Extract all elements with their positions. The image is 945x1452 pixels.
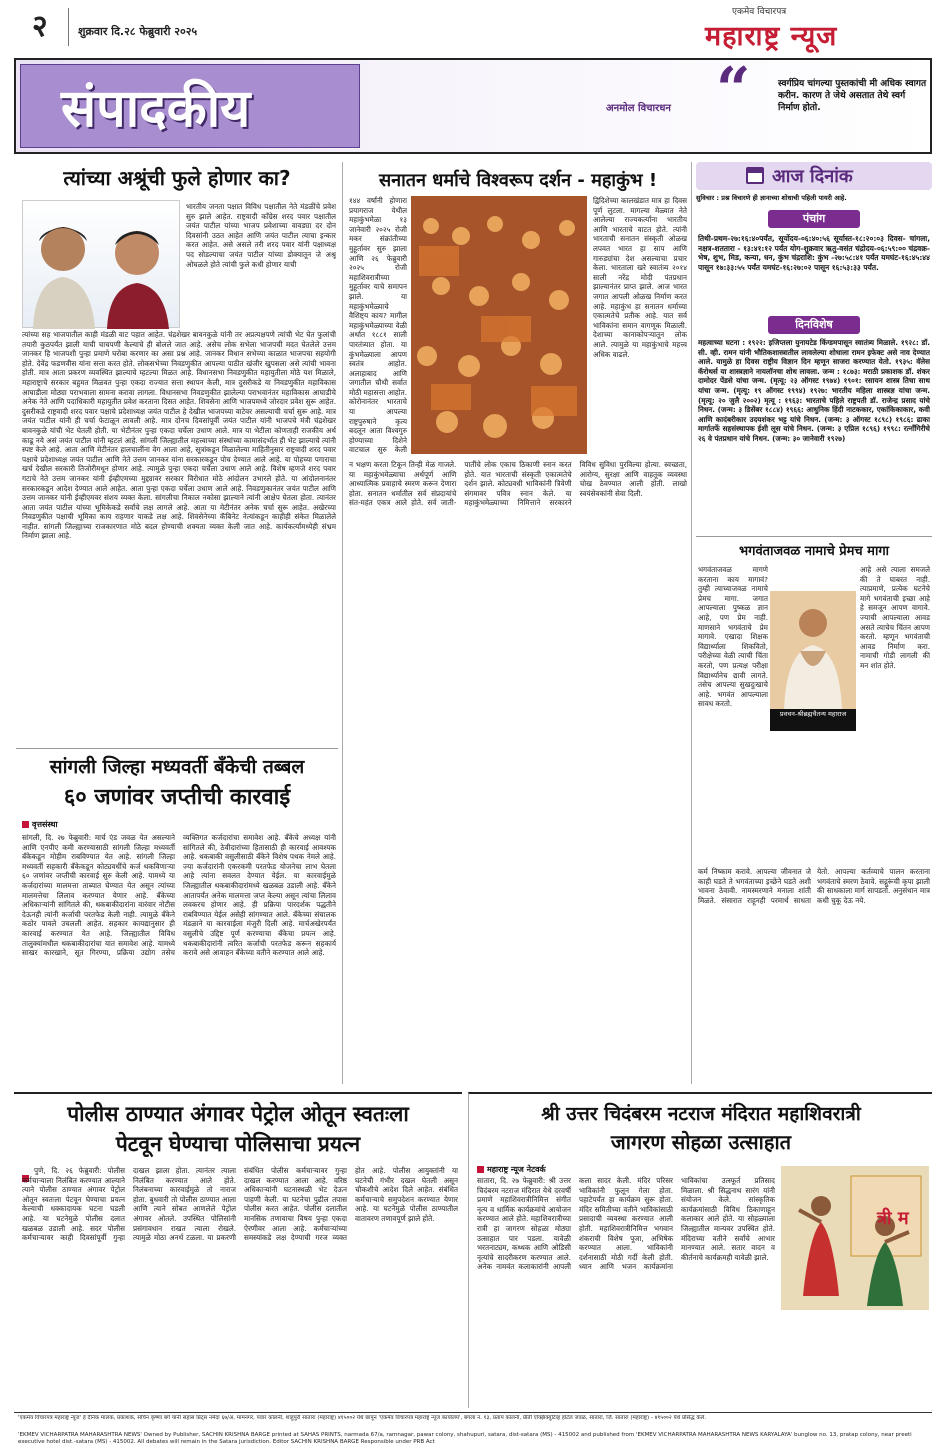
kumbh-col1: १४४ वर्षांनी होणारा प्रयागराज येथील महाकुंभमेळा १३ जानेवारी २०२५ रोजी मकर संक्रांतीच्या मुहूर्तावर सुरु झाला आणि २६ फेब्रुवारी २०२५ रोजी महाशिवरात्रीच्या मुहूर्तावर याचे समापन झाले. या महाकुंभमेळ्याचे वैशिष्ट्य काय? मागील महाकुंभमेळ्याच्या वेळी अर्थात १८८१ साली पारतंत्र्यात होता. या कुंभमेळ्याला आपण स्वतंत्र आहोत. अलाहाबाद आणि जगातील चौथी सर्वात मोठी महासत्ता आहोत. कोरोनानंतर भारताचे या आपल्या राष्ट्रपुरुषाने कृत्य बदलून आता विश्वगुरु होण्याच्या दिशेने वाटचाल सुरु केली <box>349 196 407 454</box>
bhagwant-body-right: आहे असे त्याला समजले की ते घाबरत नाही. त्याप्रमाणे, प्रत्येक घटनेचे मागे भगवंताची इच्छा आहे हे समजून आपण वागावे. ज्याची आपल्याला आवड असते त्याचेच चिंतन आपण करतो. म्हणून भगवंताची आवड निर्माण करा. नामाची गोडी लागली की मन शांत होते. <box>860 565 930 670</box>
bullet-icon <box>22 821 29 828</box>
temple-photo-banner: त्री म <box>877 1208 909 1229</box>
bank-article <box>16 748 338 1084</box>
aaj-dinank <box>696 162 932 534</box>
tears-photo <box>22 200 180 328</box>
police-headline-1: पोलीस ठाण्यात अंगावर पेट्रोल ओतून स्वतःला <box>67 1102 409 1126</box>
page-number: २ <box>32 9 48 44</box>
editorial-heading: संपादकीय <box>61 78 251 139</box>
thought-label: अनमोल विचारधन <box>606 103 671 114</box>
bank-headline-1: सांगली जिल्हा मध्यवर्ती बँकेची तब्बल <box>49 756 305 778</box>
police-headline-2: पेटवून घेण्याचा पोलिसाचा प्रयत्न <box>115 1132 361 1156</box>
kumbh-col3-top: द्विदिशेच्या कालखंडात मात्र हा दिवस पूर्ण लुटला. मागल्या मेळ्यात नेते आलेल्या राज्यकर्त्यांना भारतीय आणि भारताचे वाटत होते. त्यांनी भारताची सनातन संस्कृती ओळख लपवत भारत हा साप आणि गारुड्यांचा देश असल्याचा प्रचार केला. भारताला खरे स्वातंत्र्य २०१४ साली नरेंद्र मोदी पंतप्रधान झाल्यानंतर प्राप्त झाले. आज भारत जगात आपली ओळख निर्माण करत आहे. महाकुंभ हा सनातन धर्माच्या एकात्मतेचे प्रतीक आहे. यात सर्व भाविकांना समान वागणूक मिळाली. देशाच्या कानाकोपऱ्यातून लोक आले. त्यामुळे या महाकुंभाचे महत्त्व अधिक वाढले. <box>593 196 687 359</box>
temple-article <box>468 1092 932 1408</box>
kumbh-col2: न भक्षण करता टिकून तिन्ही मेळ गाजले. या महाकुंभमेळ्याचा अर्थपूर्ण आणि आध्यात्मिक प्रवाहाचे स्मरण करून देणारा होता. सनातन धर्मातील सर्व संप्रदायांचे संत-महंत एकत्र आले होते. सर्व जाती-पातींचे लोक एकाच ठिकाणी स्नान करत होते. यात भारताची संस्कृती एकात्मतेचे दर्शन झाले. कोट्यवधी भाविकांनी त्रिवेणी संगमावर पवित्र स्नान केले. या महाकुंभमेळ्याच्या निमित्ताने सरकारने विविध सुविधा पुरविल्या होत्या. स्वच्छता, आरोग्य, सुरक्षा आणि वाहतूक व्यवस्था चोख ठेवण्यात आली होती. लाखो स्वयंसेवकांनी सेवा दिली. <box>349 460 687 508</box>
kumbh-headline: सनातन धर्माचे विश्वरूप दर्शन - महाकुंभ ! <box>378 170 658 191</box>
bank-byline <box>22 819 58 830</box>
police-body: पुणे, दि. २६ फेब्रुवारी: पोलीस कर्मचाऱ्याला निलंबित करण्यात आल्याने त्याने पोलीस ठाण्यात अंगावर पेट्रोल ओतून स्वतःला पेटवून घेण्याचा प्रयत्न केल्याची धक्कादायक घटना घडली आहे. या घटनेमुळे पोलीस दलात खळबळ उडाली आहे. सदर पोलीस कर्मचाऱ्यावर काही दिवसांपूर्वी गुन्हा दाखल झाला होता. त्यानंतर त्याला निलंबित करण्यात आले होते. निलंबनाच्या कारवाईमुळे तो नाराज होता. बुधवारी तो पोलीस ठाण्यात आला आणि त्याने सोबत आणलेले पेट्रोल अंगावर ओतले. उपस्थित पोलिसांनी प्रसंगावधान राखत त्याला रोखले. त्यामुळे मोठा अनर्थ टळला. या प्रकरणी संबंधित पोलीस कर्मचाऱ्यावर गुन्हा दाखल करण्यात आला आहे. वरिष्ठ अधिकाऱ्यांनी घटनास्थळी भेट देऊन पाहणी केली. या घटनेचा पुढील तपास पोलीस करत आहेत. पोलीस दलातील मानसिक तणावाचा विषय पुन्हा एकदा ऐरणीवर आला आहे. कर्मचाऱ्यांच्या समस्यांकडे लक्ष देण्याची गरज व्यक्त होत आहे. पोलीस आयुक्तांनी या घटनेची गंभीर दखल घेतली असून चौकशीचे आदेश दिले आहेत. संबंधित कर्मचाऱ्याचे समुपदेशन करण्यात येणार आहे. या घटनेमुळे पोलीस ठाण्यातील वातावरण तणावपूर्ण झाले होते. <box>22 1166 458 1243</box>
dinvishesh-text: महत्वाच्या घटना : १९२२: इजिप्तला युनायटेड किंग्डमपासून स्वातंत्र्य मिळाले. १९२८: डॉ. सी. व्ही. रामन यांनी भौतिकशास्त्रातील लावलेल्या शोधाला रामन इफेक्ट असे नाव देण्यात आले. यामुळे हा दिवस राष्ट्रीय विज्ञान दिन म्हणून साजरा करण्यात येतो. १९३५: वॅलेस कॅरोथर्स या शास्त्रज्ञाने नायलॉनचा शोध लावला. जन्म : १८७३: मराठी प्रकाशक डॉ. शंकर दामोदर पेंडसे यांचा जन्म. (मृत्यू: २३ ऑगस्ट १९७४) १९०१: रसायन शास्त्र तिचा साथ यांचा जन्म. (मृत्यू: १९ ऑगस्ट १९९४) १९२७: भारतीय महिला शास्त्रज्ञ यांचा जन्म. (मृत्यू: २० जुलै २००२) मृत्यू : १९६३: भारताचे पहिले राष्ट्रपती डॉ. राजेन्द्र प्रसाद यांचे निधन. (जन्म: ३ डिसेंबर १८८४) १९६६: आधुनिक हिंदी नाटककार, एकांकिकाकार, कवी आणि कादंबरीकार उदयशंकर भट्ट यांचे निधन. (जन्म: ३ ऑगस्ट १८९८) १९८६: ढाका मार्गातर्फे सहसंस्थापक ईशी लूस यांचे निधन. (जन्म: ३ एप्रिल १८९६) १९९८: रत्नाँगिरीचे २६ वे पंतप्रधान यांचे निधन. (जन्म: ३० जानेवारी १९२७) <box>698 338 930 443</box>
maharaj-photo <box>770 591 856 731</box>
calendar-icon <box>746 167 764 184</box>
page-number-divider <box>68 8 69 46</box>
dancers-photo-icon <box>781 1166 929 1310</box>
bhagwant-body-left: भगवंताजवळ मागणे करताना काय मागावं? तुम्ही त्याच्याजवळ नामाचे प्रेमच मागा. जगात आपल्याला पुष्कळ ज्ञान आहे, पण प्रेम नाही. माणसाने भगवंताचे प्रेम मागावे. एखादा शिक्षक विद्यार्थ्याला शिकवितो, परीक्षेच्या वेळी त्याची चिंता करतो, पण प्रत्यक्ष परीक्षा विद्यार्थ्यानेच द्यावी लागते. तसेच आपल्या सुखदुःखाचे आहे. भगवंत आपल्याला सावध करतो. <box>698 565 768 709</box>
temple-byline <box>477 1164 546 1175</box>
tears-headline: त्यांच्या अश्रूंची फुले होणार का? <box>63 166 291 190</box>
editorial-banner <box>14 55 932 154</box>
quote-icon: “ <box>716 55 751 125</box>
aaj-dinank-note: सुविचार : प्रश्न विचारणे ही ज्ञानाच्या शोधाची पहिली पायरी आहे. <box>696 194 847 202</box>
panchang-text: तिथी-प्रथम-२७:१६:४०पर्यंत, सूर्योदय-०६:४०:५६ सूर्यास्त-१८:२०:०३ दिवस- चांगला, नक्षत्र-शततारा - १३:४१:१२ पर्यंत योग-शुक्रवार ऋतु-वसंत चंद्रोदय-०६:५९:०० चंद्रवक्र-भेष, शुभ, मिड, कन्या, धन, कुंभ चंद्रराशि: कुंभ -२७:५८:४१ पर्यंत यमघंट-१६:४५:४४ पासून १७:३३:५५ पर्यंत यमघंट-१६:२७:०२ पासून १६:५३:३३ पर्यंत. <box>698 234 930 272</box>
imprint-marathi: 'एकमेव विचारपत्र महाराष्ट्र न्यूज' हे दैनिक मालक, प्रकाशक, सचिन कृष्णा बर्गे यांनी सहास प्रिंट्स नर्मदा ६७/अ, मामनगर, पवार कॉलनी, शाहुपुरी सातारा (महाराष्ट्र) ४१५००२ येथे छापून 'एकमेव विचारपत्र महाराष्ट्र न्यूज कार्यालय', बंगला नं. १३, प्रताप कॉलनी, प्रीती एक्झिक्युटिव्ह हॉटेल जवळ, सातारा, जि. सातारा (महाराष्ट्र) - ४१५००२ येथे प्रसिद्ध केले. <box>18 1415 707 1421</box>
thought-text: स्वर्गप्रिय चांगल्या पुस्तकांची मी अधिक स्वागत करीन. कारण ते जेथे असतात तेथे स्वर्ग निर्माण होतो. <box>778 79 927 113</box>
temple-byline-text: महाराष्ट्र न्यूज नेटवर्क <box>487 1165 546 1174</box>
kumbh-article <box>342 162 692 1084</box>
masthead-title: महाराष्ट्र न्यूज <box>705 21 838 52</box>
bhagwant-body-bottom: कर्म निष्काम करावे. आपल्या जीवनात जे काही घडते ते भगवंताच्या इच्छेने घडते अशी भावना ठेवावी. नामस्मरणाने मनाला शांती मिळते. संसारात राहूनही परमार्थ साधता येतो. आपल्या कर्तव्याचे पालन करताना भगवंताचे स्मरण ठेवावे. सद्गुरूंची कृपा झाली की साधकाला मार्ग सापडतो. अनुसंधान मात्र कधी चुकू देऊ नये. <box>698 867 930 905</box>
crowd-photo-icon <box>411 196 587 454</box>
politicians-portrait-icon <box>23 201 181 329</box>
panchang-label: पंचांग <box>768 210 860 228</box>
tears-body-top: भारतीय जनता पक्षात विविध पक्षातील नेते मंडळींचे प्रवेश सुरु झाले आहेत. राष्ट्रवादी काँग्रेस शरद पवार पक्षातील जयंत पाटील यांच्या भाजप प्रवेशाच्या वावड्या दर दोन दिवसांनी उठत आहेत आणि जयंत पाटील त्याचा इन्कार करत आहेत. असे असले तरी शरद पवार यांनी पक्षाध्यक्ष पद सोडल्याचा जयंत पाटील यांच्या डोक्यातून जे अश्रू ओघळले होते त्यांची फुले कधी होणार याची <box>186 202 336 269</box>
maharaj-portrait-icon <box>770 591 856 711</box>
editorial-heading-box <box>20 64 360 148</box>
bullet-icon <box>477 1166 484 1173</box>
bank-byline-text: वृत्तसंस्था <box>32 820 58 829</box>
bank-body: सांगली, दि. २७ फेब्रुवारी: मार्च एंड जवळ येत असल्याने आणि एनपीए कमी करण्यासाठी सांगली जिल्हा मध्यवर्ती बँकेकडून मोहीम राबविण्यात येत आहे. सांगली जिल्हा मध्यवर्ती सहकारी बँकेकडून कोट्यवधींचे कर्ज थकविणाऱ्या ६० जणांवर जप्तीची कारवाई सुरु केली आहे. यामध्ये या कर्जदारांच्या मालमत्ता ताब्यात घेण्यात येत असून त्यांच्या मालमत्तेचा लिलाव करण्यात येणार आहे. बँकेच्या अधिकाऱ्यांनी सांगितले की, थकबाकीदारांना वारंवार नोटीस देऊनही त्यांनी कर्जाची परतफेड केली नाही. त्यामुळे बँकेने कठोर पावले उचलली आहेत. सहकार कायद्यानुसार ही कारवाई करण्यात येत आहे. जिल्ह्यातील विविध तालुक्यांमधील थकबाकीदारांचा यात समावेश आहे. यामध्ये साखर कारखाने, सूत गिरण्या, प्रक्रिया उद्योग तसेच व्यक्तिगत कर्जदारांचा समावेश आहे. बँकेचे अध्यक्ष यांनी सांगितले की, ठेवीदारांच्या हितासाठी ही कारवाई आवश्यक आहे. थकबाकी वसुलीसाठी बँकेने विशेष पथक नेमले आहे. ज्या कर्जदारांनी एकरकमी परतफेड योजनेचा लाभ घेतला आहे त्यांना सवलत देण्यात येईल. या कारवाईमुळे जिल्ह्यातील थकबाकीदारांमध्ये खळबळ उडाली आहे. बँकेने आतापर्यंत अनेक मालमत्ता जप्त केल्या असून त्यांचा लिलाव लवकरच होणार आहे. ही प्रक्रिया पारदर्शक पद्धतीने राबविण्यात येईल असेही सांगण्यात आले. बँकेच्या संचालक मंडळाने या कारवाईला मंजुरी दिली आहे. मार्चअखेरपर्यंत वसुलीचे उद्दिष्ट पूर्ण करण्याचा बँकेचा प्रयत्न आहे. थकबाकीदारांनी त्वरित कर्जाची परतफेड करून सहकार्य करावे असे आवाहन बँकेच्या वतीने करण्यात आले आहे. <box>22 833 336 958</box>
maharaj-caption: प्रवचन-श्रीब्रह्मचैतन्य महाराज <box>770 709 856 731</box>
aaj-dinank-header <box>696 162 932 190</box>
imprint-english: 'EKMEV VICHARPATRA MAHARASHTRA NEWS' Owned by Publisher, SACHIN KRISHNA BARGE printed at SAHAS PRINTS, narmada 67/a, ramnagar, pawar colony, shahupuri, satara, dist-satara (MS) - 415002 and published from 'EKMEV VICHARPATRA MAHARASHTRA NEWS KARYALAYA' bunglow no. 13, pratap colony, near preeti executive hotel dist.-satara (MS) - 415002. All debates will remain in the Satara jurisdiction. Editor SACHIN KRISHNA BARGE Responsible under PRB Act <box>18 1432 912 1445</box>
bhagwant-article <box>696 536 932 1084</box>
masthead-tagline: एकमेव विचारपत्र <box>732 7 787 17</box>
tears-body: त्यांच्या सह भाजपातील काही मंडळी वाट पहात आहेत. चंद्रशेखर बावनकुळे यांनी तर अप्रत्यक्षपणे त्यांची भेट घेत फुलांची तयारी कुठपर्यंत झाली याची चाचपणी केल्याचे ही बोलले जात आहे. असेच लोक सभेला भाजपची मदत घेतलेले उत्तम जानकर हि भाजपशी पुन्हा प्रमाणे घरोबा करणार का असा प्रश्न आहे. जानकर विधान सभेच्या काळात भाजपचा सहयोगी होते. देवेंद्र फडणवीस यांना सत्ता करत होते. लोकसभेच्या निवडणुकीत आपल्या पाठीत खंजीर खुपसला असे त्यांची भावना होती. मात्र आता प्रकरण व्यवस्थित झाल्याचे म्हटल्या मिळत आहे. विधानसभा निवडणुकीत महायुतीला मोठे यश मिळाले, महाराष्ट्राचे सरकार बहुमत मिळवत पुन्हा एकदा राज्यात सत्ता स्थापन केली, मात्र दुसरीकडे या निवडणुकीत महाविकास आघाडीला मोठ्या पराभवाला सामना करावा लागला. विधानसभा निवडणुकीत झालेल्या पराभवानंतर महाविकास आघाडीचे अनेक नेते आणि पदाधिकारी महायुतीत प्रवेश करताना दिसत आहेत. शिवसेना आणि भाजपमध्ये जोरदार प्रवेश सुरू आहेत. दुसरीकडे राष्ट्रवादी शरद पवार पक्षाचे प्रदेशाध्यक्ष जयंत पाटील हे देखील भाजपच्या वाटेवर असल्याची चर्चा सुरू आहे. मात्र जयंत पाटील यांनी ही चर्चा फेटाळून लावली आहे. मात्र दोनच दिवसांपूर्वी जयंत पाटील यांनी भाजपचे मंत्री चंद्रशेखर बावनकुळे यांची भेट घेतली होती. या भेटीनंतर पुन्हा एकदा चर्चेला उधाण आले. मात्र या भेटीला कोणताही राजकीय अर्थ काढू नये असं जयंत पाटील यांनी म्हटलं आहे. सांगली जिल्ह्यातील महत्त्वाच्या संस्थांच्या कामासंदर्भात ही भेट झाल्याचे त्यांनी स्पष्ट केले आहे. आता आणि मेटीनंतर हालचालींना वेग आला आहे, सूत्रांकडून मिळालेल्या माहितीनुसार राष्ट्रवादी शरद पवार पक्षाचे प्रदेशाध्यक्ष जयंत पाटील आणि नेते उत्तम जानकर यांना सरकारकडून पोच देण्यात आले आहे. या पोहच्या पगाराचा खर्च देखील सरकारी तिजोरीमधून होणार आहे. त्यामुळे पुन्हा एकदा चर्चेला उधाण आले आहे. विशेष म्हणजे शरद पवार गटाचे नेते उत्तम जानकर यांनी ईव्हीएमच्या मुद्द्यावर सरकार विरोधात मोठे आंदोलन उभारले होते. या आंदोलनानंतर सरकारकडून आदेश देण्यात आले आहेत. आता पुन्हा एकदा चर्चेला उधाण आले आहे. निवडणुकानंतर जयंत पाटील आणि उत्तम जानकर यांनी ईव्हीएमवर संशय व्यक्त केला. सांगलीचा निकाल नकोसा झाल्याने त्यांनी आक्षेप घेतला होता. त्यानंतर आता जयंत पाटील यांच्या भूमिकेकडे सर्वांचे लक्ष लागले आहे. आता या मेटीनंतर अनेक चर्चा सुरू आहेत. अखेरच्या निवडणुकीत पक्षाची भूमिका काय राहणार याकडे लक्ष आहे. शिवसेनेच्या कॅबिनेट नेत्यांकडून काहीही संकेत मिळालेले नाहीत. सांगली जिल्ह्याच्या राजकारणात मोठे बदल होण्याची शक्यता व्यक्त केली जात आहे. कार्यकर्त्यांमध्येही संभ्रम निर्माण झाला आहे. <box>22 330 336 541</box>
temple-photo <box>781 1166 929 1310</box>
bank-headline-2: ६० जणांवर जप्तीची कारवाई <box>63 785 291 810</box>
imprint <box>14 1412 932 1448</box>
aaj-dinank-heading: आज दिनांक <box>772 166 853 187</box>
tears-article <box>16 162 338 744</box>
bhagwant-headline: भगवंताजवळ नामाचे प्रेमच मागा <box>738 544 890 559</box>
temple-headline-2: जागरण सोहळा उत्साहात <box>610 1130 792 1154</box>
police-article <box>14 1092 462 1408</box>
temple-body: सातारा, दि. २७ फेब्रुवारी: श्री उत्तर चिदंबरम नटराज मंदिरात येथे दरवर्षी प्रमाणे महाशिवरात्रीनिमित्त संगीत नृत्य व धार्मिक कार्यक्रमांचे आयोजन करण्यात आले होते. महाशिवरात्रीच्या रात्री हा जागरण सोहळा मोठ्या उत्साहात पार पडला. यावेळी भरतनाट्यम, कथ्थक आणि ओडिसी नृत्यांचे सादरीकरण करण्यात आले. अनेक नामवंत कलाकारांनी आपली कला सादर केली. मंदिर परिसर भाविकांनी फुलून गेला होता. पहाटेपर्यंत हा कार्यक्रम सुरू होता. मंदिर समितीच्या वतीने भाविकांसाठी प्रसादाची व्यवस्था करण्यात आली होती. महाशिवरात्रीनिमित्त भगवान शंकराची विशेष पूजा, अभिषेक करण्यात आला. भाविकांनी दर्शनासाठी मोठी गर्दी केली होती. ध्यान आणि भजन कार्यक्रमांना भाविकांचा उत्स्फूर्त प्रतिसाद मिळाला. श्री सिद्धनाथ सारंग यांनी संयोजन केले. सांस्कृतिक कार्यक्रमांसाठी विविध ठिकाणाहून कलाकार आले होते. या सोहळ्याला जिल्ह्यातील मान्यवर उपस्थित होते. मंदिराच्या वतीने सर्वांचे आभार मानण्यात आले. सतार वादन व कीर्तनाचे कार्यक्रमही यावेळी झाले. <box>477 1176 775 1272</box>
masthead <box>0 0 945 52</box>
temple-headline-1: श्री उत्तर चिदंबरम नटराज मंदिरात महाशिवरात्री <box>541 1103 861 1125</box>
dinvishesh-label: दिनविशेष <box>768 316 860 334</box>
kumbh-photo <box>411 196 587 454</box>
date-line: शुक्रवार दि.२८ फेब्रुवारी २०२५ <box>78 25 198 38</box>
